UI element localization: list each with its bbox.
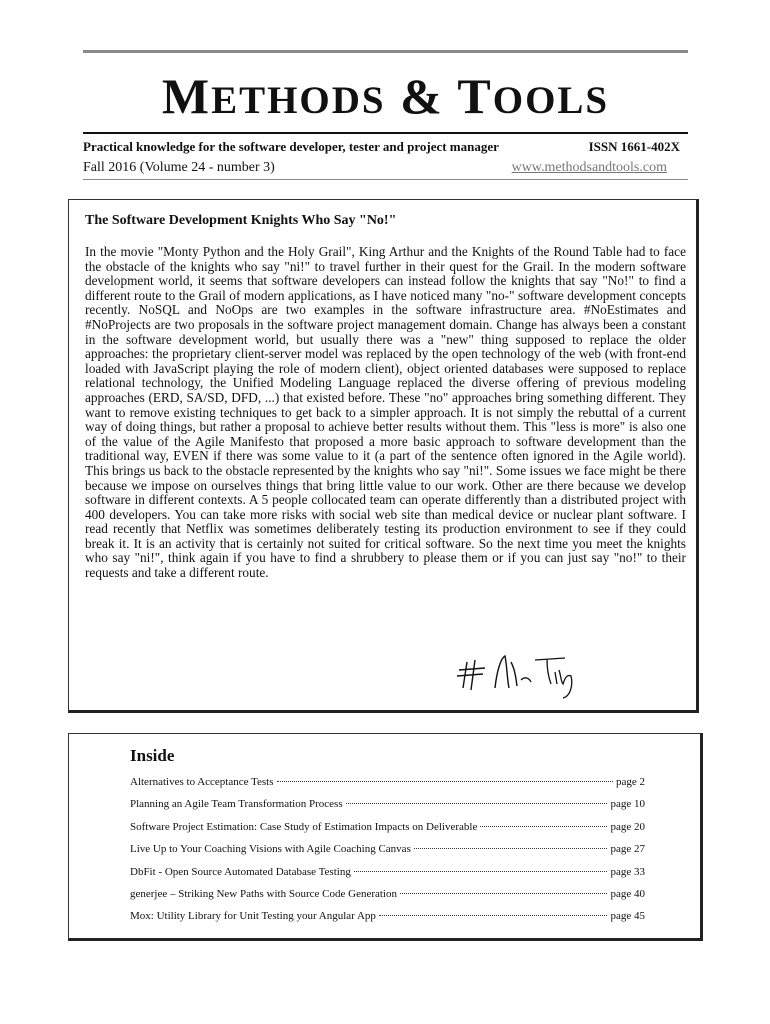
editorial-body: In the movie "Monty Python and the Holy Grail", King Arthur and the Knights of the Round Table had to face the obstacle of the knights who say "ni!" to travel further in their quest for the Grail. In the modern software development world, it seems that software developers can instead follow the knights that say "No!" to find a different route to the Grail of modern applications, as I have noticed many "no-" software development concepts recently. NoSQL and NoOps are two examples in the software infrastructure area. #NoEstimates and #NoProjects are two proposals in the software project management domain. Change has always been a constant in the software development world, but usually there was a "new" thing supposed to replace the older approaches: the proprietary client-server model was replaced by the open technology of the web (with front-end loaded with JavaScript playing the role of modern client), object oriented databases were supposed to replace relational technology, the Unified Modeling Language replaced the diverse offering of previous modeling approaches (ERD, SA/SD, DFD, ...) that existed before. These "no" approaches bring something different. They want to remove existing techniques to get back to a simpler approach. It is not simply the rebuttal of a current way of doing things, but rather a proposal to achieve better results without them. This "less is more" is also one of the value of the Agile Manifesto that proposed a more basic approach to software development than the traditional way, EVEN if there was some value to it (a part of the sentence often ignored in the Agile world). This brings us back to the obstacle represented by the knights who say "ni!". Some issues we face might be there because we impose on ourselves things that bring little value to our work. Other are there because we develop software in different contexts. A 5 people collocated team can operate differently than a distributed project with 400 developers. You can take more risks with social web site than medical device or nuclear plant software. I read recently that Netflix was sometimes deliberately testing its production environment to see if they could break it. It is an activity that is certainly not suited for critical software. So the next time you meet the knights who say "ni!", think again if you have to find a shrubbery to please them or if you can just say "no!" to their requests and take a different route. [85,244,686,581]
top-rule [83,50,688,53]
toc-item[interactable]: DbFit - Open Source Automated Database Testing page 33 [130,865,645,878]
tagline: Practical knowledge for the software developer, tester and project manager [83,139,499,154]
issn: ISSN 1661-402X [588,139,680,154]
toc-list [130,776,645,933]
toc-item[interactable]: Alternatives to Acceptance Tests page 2 [130,776,645,788]
signature [455,640,595,700]
toc-item[interactable]: generjee – Striking New Paths with Source Code Generation page 40 [130,887,645,900]
header-divider [83,179,688,180]
inside-heading: Inside [130,746,175,765]
toc-item[interactable]: Planning an Agile Team Transformation Process page 10 [130,798,645,811]
masthead-title: METHODS & TOOLS [161,68,610,124]
website-link[interactable]: www.methodsandtools.com [511,160,667,175]
toc-item[interactable]: Mox: Utility Library for Unit Testing your Angular App page 45 [130,910,645,923]
toc-item[interactable]: Software Project Estimation: Case Study of Estimation Impacts on Deliverable page 20 [130,820,645,833]
masthead-rule [83,132,688,134]
editorial-title: The Software Development Knights Who Say "No!" [85,213,397,228]
issue-info: Fall 2016 (Volume 24 - number 3) [83,160,275,175]
toc-item[interactable]: Live Up to Your Coaching Visions with Agile Coaching Canvas page 27 [130,843,645,856]
